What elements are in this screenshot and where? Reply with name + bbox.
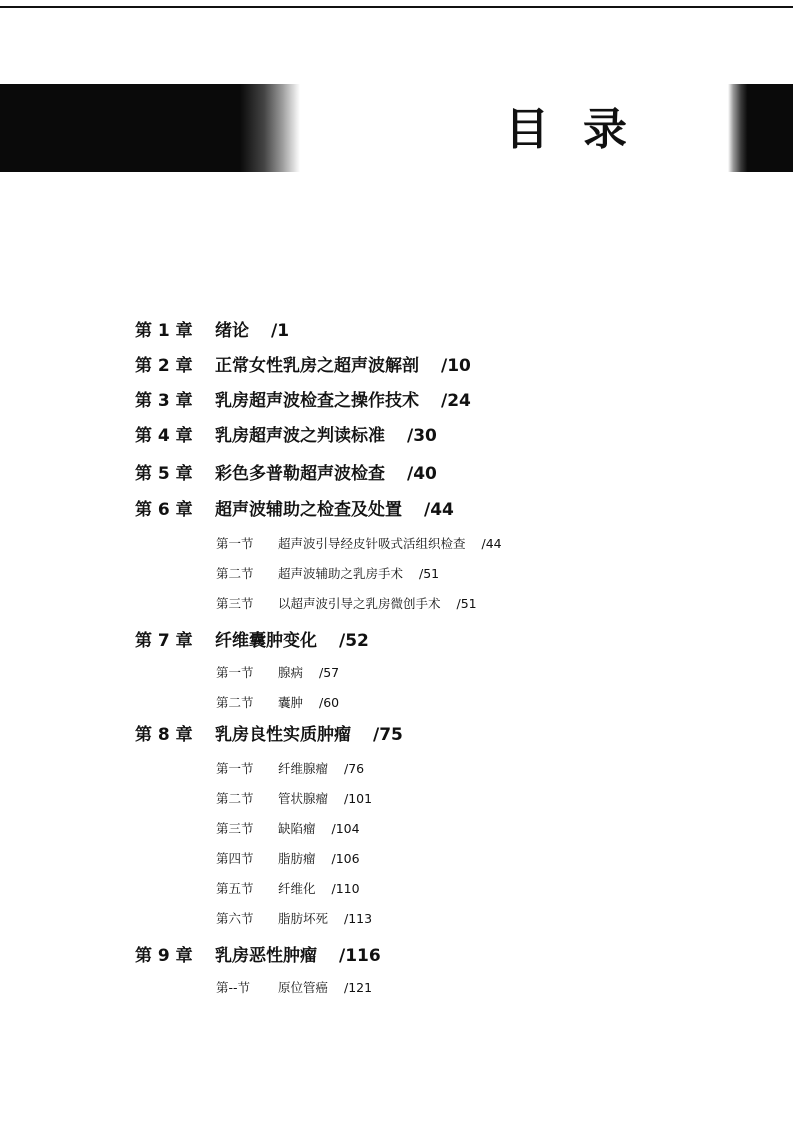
section-title: 以超声波引导之乳房微创手术 — [278, 596, 441, 611]
top-rule — [0, 6, 793, 8]
chapter-number: 第 9 章 — [135, 946, 193, 966]
toc-chapter-row — [135, 424, 437, 448]
toc-section-row — [216, 691, 339, 715]
chapter-title: 乳房恶性肿瘤 — [215, 946, 317, 966]
page-number: /10 — [441, 356, 471, 376]
chapter-number: 第 4 章 — [135, 426, 193, 446]
section-title: 超声波辅助之乳房手术 — [278, 566, 404, 581]
page-number: /106 — [331, 851, 360, 866]
section-title: 囊肿 — [278, 695, 304, 710]
section-title: 腺病 — [278, 665, 304, 680]
section-number: 第一节 — [216, 536, 254, 551]
toc-chapter-row — [135, 462, 437, 486]
toc-section-row — [216, 562, 439, 586]
chapter-number: 第 1 章 — [135, 321, 193, 341]
chapter-title: 超声波辅助之检查及处置 — [215, 500, 402, 520]
section-number: 第二节 — [216, 695, 254, 710]
page-number: /76 — [344, 761, 365, 776]
page-number: /116 — [339, 946, 381, 966]
page-number: /52 — [339, 631, 369, 651]
chapter-number: 第 2 章 — [135, 356, 193, 376]
chapter-number: 第 6 章 — [135, 500, 193, 520]
toc-section-row — [216, 847, 360, 871]
section-title: 脂肪瘤 — [278, 851, 316, 866]
chapter-number: 第 7 章 — [135, 631, 193, 651]
toc-chapter-row — [135, 319, 289, 343]
toc-section-row — [216, 976, 372, 1000]
chapter-title: 乳房超声波检查之操作技术 — [215, 391, 419, 411]
toc-section-row — [216, 787, 372, 811]
section-title: 缺陷瘤 — [278, 821, 316, 836]
section-number: 第六节 — [216, 911, 254, 926]
section-title: 纤维腺瘤 — [278, 761, 329, 776]
chapter-title: 乳房良性实质肿瘤 — [215, 725, 351, 745]
chapter-title: 绪论 — [215, 321, 249, 341]
section-number: 第五节 — [216, 881, 254, 896]
chapter-title: 纤维囊肿变化 — [215, 631, 317, 651]
section-number: 第一节 — [216, 761, 254, 776]
chapter-title: 彩色多普勒超声波检查 — [215, 464, 385, 484]
section-number: 第三节 — [216, 821, 254, 836]
page-number: /30 — [407, 426, 437, 446]
section-number: 第二节 — [216, 791, 254, 806]
toc-section-row — [216, 592, 477, 616]
section-number: 第四节 — [216, 851, 254, 866]
page-number: /44 — [424, 500, 454, 520]
toc-chapter-row — [135, 389, 471, 413]
toc-section-row — [216, 907, 372, 931]
page-number: /44 — [481, 536, 502, 551]
section-title: 超声波引导经皮针吸式活组织检查 — [278, 536, 466, 551]
toc-chapter-row — [135, 629, 369, 653]
chapter-title: 乳房超声波之判读标准 — [215, 426, 385, 446]
section-number: 第三节 — [216, 596, 254, 611]
toc-chapter-row — [135, 354, 471, 378]
toc-section-row — [216, 661, 339, 685]
toc-chapter-row — [135, 944, 381, 968]
page-number: /75 — [373, 725, 403, 745]
page-number: /57 — [319, 665, 340, 680]
page-number: /101 — [344, 791, 373, 806]
toc-section-row — [216, 532, 502, 556]
page-number: /51 — [456, 596, 477, 611]
header-band-left — [0, 84, 300, 172]
chapter-number: 第 8 章 — [135, 725, 193, 745]
toc-section-row — [216, 757, 364, 781]
page-number: /24 — [441, 391, 471, 411]
chapter-title: 正常女性乳房之超声波解剖 — [215, 356, 419, 376]
section-number: 第一节 — [216, 665, 254, 680]
section-number: 第二节 — [216, 566, 254, 581]
toc-chapter-row — [135, 723, 403, 747]
toc-chapter-row — [135, 498, 454, 522]
page-number: /121 — [344, 980, 373, 995]
page-title: 目录 — [505, 104, 661, 155]
section-number: 第--节 — [216, 980, 251, 995]
page-number: /51 — [419, 566, 440, 581]
page-number: /1 — [271, 321, 290, 341]
chapter-number: 第 5 章 — [135, 464, 193, 484]
page-number: /113 — [344, 911, 373, 926]
page-number: /104 — [331, 821, 360, 836]
page-number: /60 — [319, 695, 340, 710]
section-title: 原位管癌 — [278, 980, 329, 995]
page-number: /40 — [407, 464, 437, 484]
chapter-number: 第 3 章 — [135, 391, 193, 411]
section-title: 脂肪坏死 — [278, 911, 329, 926]
header-band-right — [728, 84, 793, 172]
section-title: 管状腺瘤 — [278, 791, 329, 806]
page-number: /110 — [331, 881, 360, 896]
section-title: 纤维化 — [278, 881, 316, 896]
toc-section-row — [216, 877, 360, 901]
toc-section-row — [216, 817, 360, 841]
